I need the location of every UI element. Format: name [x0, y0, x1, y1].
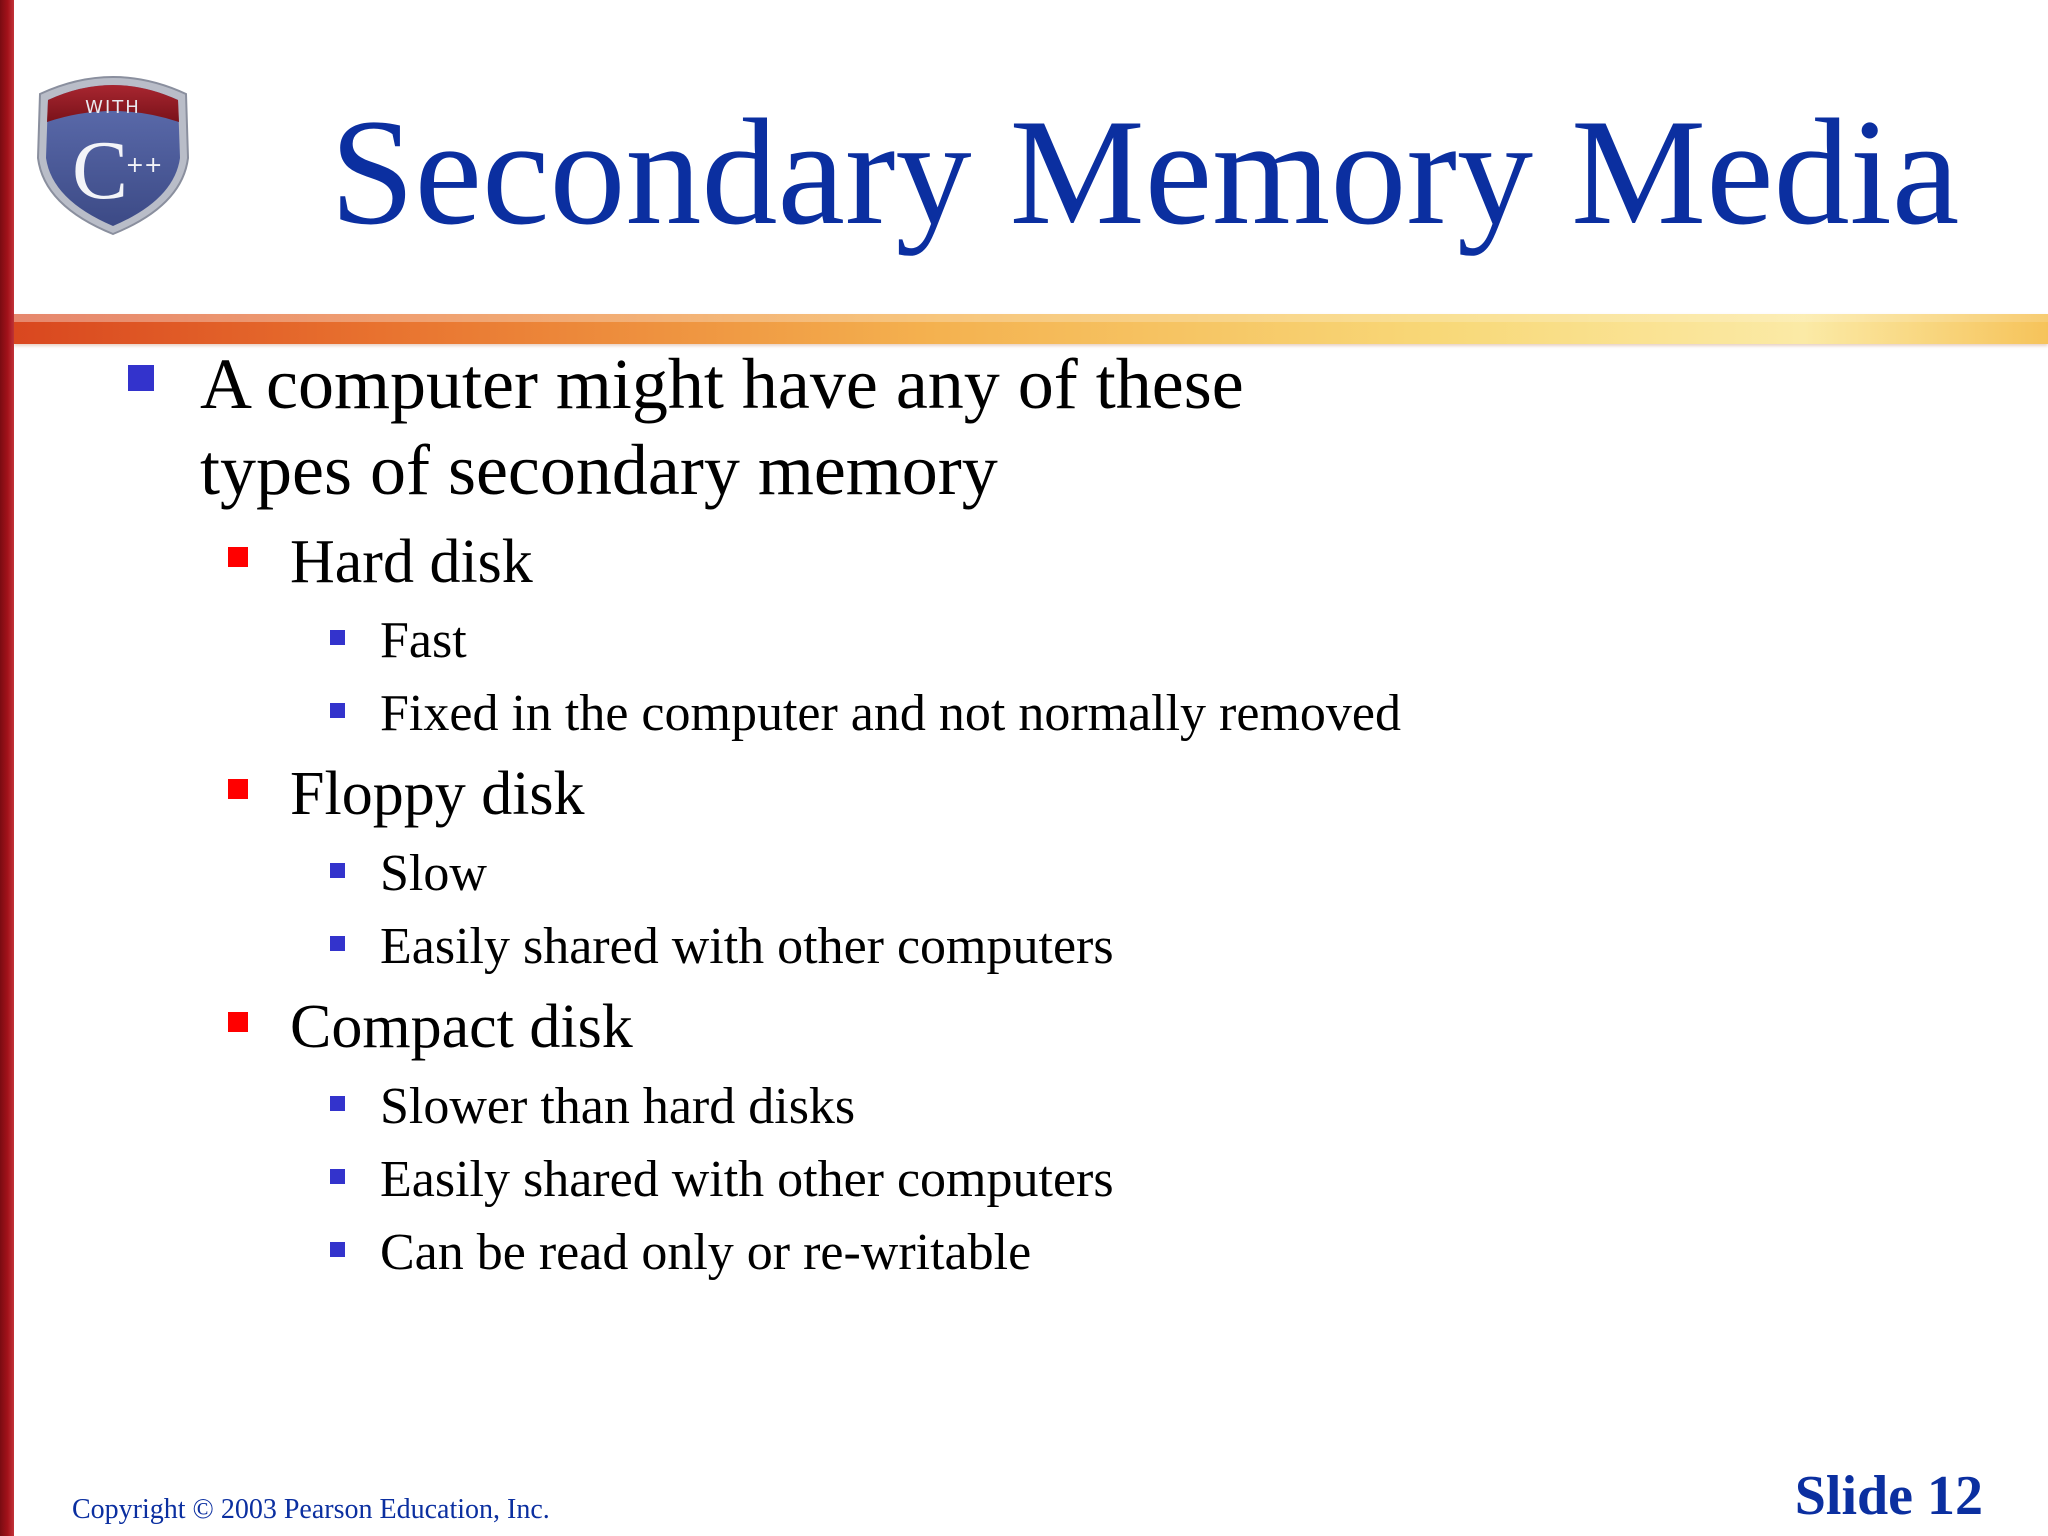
bullet-intro-line1: A computer might have any of these [200, 344, 1244, 424]
bullet-marker-level2 [228, 547, 248, 567]
bullet-marker-level3 [330, 863, 345, 878]
bullet-intro [200, 341, 1244, 513]
logo-emblem-letter: C [71, 124, 129, 217]
bullet-point-text: Fast [380, 612, 467, 669]
bullet-marker-level1 [128, 365, 154, 391]
bullet-floppy-disk [290, 757, 585, 831]
bullet-hard-disk-label: Hard disk [290, 528, 533, 596]
bullet-marker-level3 [330, 936, 345, 951]
slide-title: Secondary Memory Media [330, 88, 1960, 256]
bullet-hard-disk-point [380, 610, 467, 672]
slide-number: Slide 12 [1794, 1465, 1983, 1527]
bullet-floppy-disk-label: Floppy disk [290, 760, 585, 828]
bullet-intro-line2: types of secondary memory [200, 430, 998, 510]
bullet-hard-disk [290, 525, 533, 599]
bullet-point-text: Slow [380, 845, 487, 902]
bullet-compact-disk [290, 990, 633, 1064]
bullet-compact-disk-point [380, 1149, 1114, 1211]
bullet-marker-level3 [330, 703, 345, 718]
bullet-marker-level2 [228, 779, 248, 799]
bullet-marker-level3 [330, 1242, 345, 1257]
bullet-floppy-disk-point [380, 843, 487, 905]
bullet-compact-disk-point [380, 1222, 1031, 1284]
bullet-point-text: Easily shared with other computers [380, 918, 1114, 975]
bullet-hard-disk-point [380, 683, 1401, 745]
bullet-marker-level3 [330, 630, 345, 645]
bullet-point-text: Slower than hard disks [380, 1078, 856, 1135]
copyright-notice: Copyright © 2003 Pearson Education, Inc. [72, 1494, 550, 1525]
bullet-floppy-disk-point [380, 916, 1114, 978]
bullet-point-text: Can be read only or re-writable [380, 1224, 1032, 1281]
bullet-marker-level3 [330, 1169, 345, 1184]
bullet-compact-disk-label: Compact disk [290, 993, 633, 1061]
bullet-point-text: Fixed in the computer and not normally removed [380, 685, 1401, 742]
bullet-point-text: Easily shared with other computers [380, 1151, 1114, 1208]
bullet-marker-level2 [228, 1012, 248, 1032]
logo-emblem-suffix: ++ [125, 153, 163, 178]
logo-banner-text: WITH [85, 97, 141, 118]
bullet-marker-level3 [330, 1096, 345, 1111]
bullet-compact-disk-point [380, 1076, 855, 1138]
